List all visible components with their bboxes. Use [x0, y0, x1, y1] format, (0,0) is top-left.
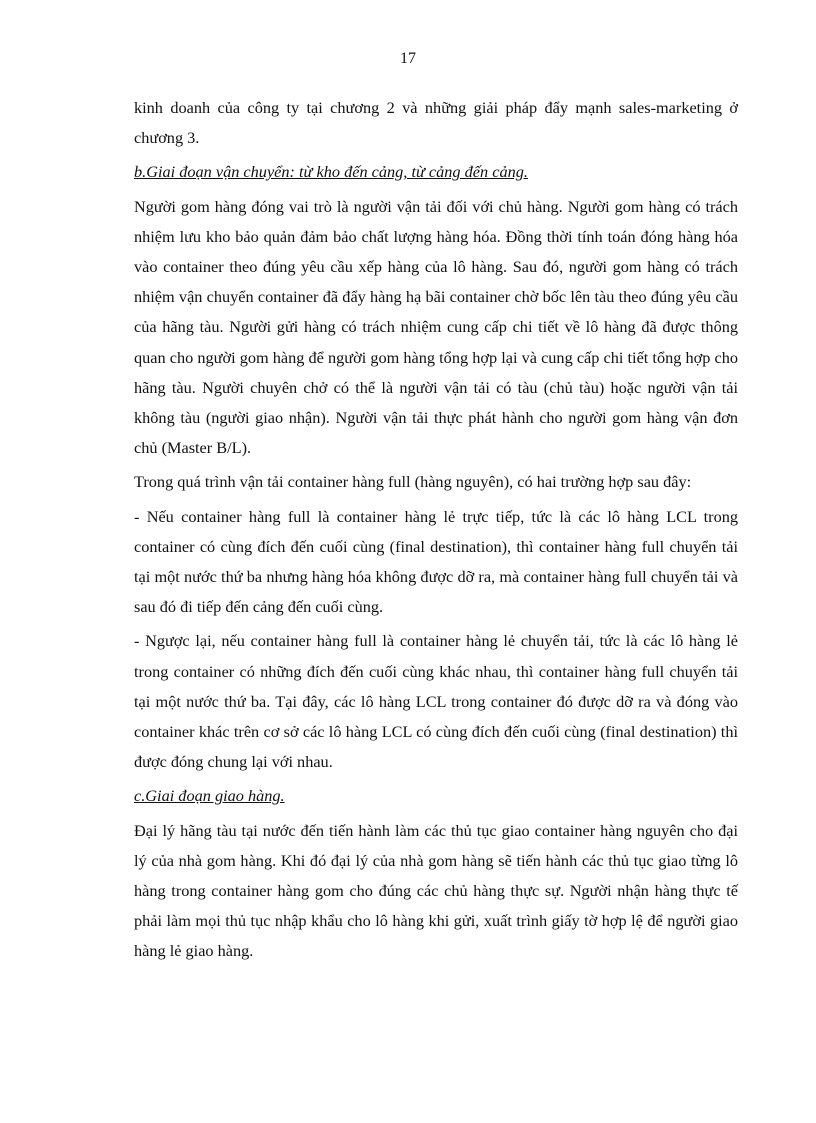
section-heading-delivery-stage: c.Giai đoạn giao hàng. — [134, 786, 285, 806]
paragraph-intro-continuation: kinh doanh của công ty tại chương 2 và những giải pháp đẩy mạnh sales-marketing ở chương 3. — [134, 98, 738, 148]
paragraph-case-direct: - Nếu container hàng full là container hàng lẻ trực tiếp, tức là các lô hàng LCL trong container có cùng đích đến cuối cùng (final destination), thì container hàng full chuyển tải tại một nước thứ ba nhưng hàng hóa không được dỡ ra, mà container hàng full chuyển tải và sau đó đi tiếp đến cảng đến cuối cùng. — [134, 506, 738, 617]
paragraph-consolidator-role: Người gom hàng đóng vai trò là người vận tải đối với chủ hàng. Người gom hàng có trách nhiệm lưu kho bảo quản đảm bảo chất lượng hàng hóa. Đồng thời tính toán đóng hàng hóa vào container theo đúng yêu cầu xếp hàng của lô hàng. Sau đó, người gom hàng có trách nhiệm vận chuyển container đã đẩy hàng hạ bãi container chờ bốc lên tàu theo đúng yêu cầu của hãng tàu. Người gửi hàng có trách nhiệm cung cấp chi tiết về lô hàng đã được thông quan cho người gom hàng để người gom hàng tổng hợp lại và cung cấp chi tiết tổng hợp cho hãng tàu. Người chuyên chở có thể là người vận tải có tàu (chủ tàu) hoặc người vận tải không tàu (người giao nhận). Người vận tải thực phát hành cho người gom hàng vận đơn chủ (Master B/L). — [134, 196, 738, 458]
paragraph-delivery: Đại lý hãng tàu tại nước đến tiến hành làm các thủ tục giao container hàng nguyên cho đại lý của nhà gom hàng. Khi đó đại lý của nhà gom hàng sẽ tiến hành các thủ tục giao từng lô hàng trong container hàng gom cho đúng các chủ hàng thực sự. Người nhận hàng thực tế phải làm mọi thủ tục nhập khẩu cho lô hàng khi gửi, xuất trình giấy tờ hợp lệ để người giao hàng lẻ giao hàng. — [134, 820, 738, 961]
paragraph-full-container-cases: Trong quá trình vận tải container hàng full (hàng nguyên), có hai trường hợp sau đây: — [134, 472, 692, 492]
section-heading-transport-stage: b.Giai đoạn vận chuyển: từ kho đến cảng, từ cảng đến cảng. — [134, 162, 528, 182]
paragraph-case-transshipment: - Ngược lại, nếu container hàng full là container hàng lẻ chuyển tải, tức là các lô hàng lẻ trong container có những đích đến cuối cùng khác nhau, thì container hàng full chuyển tải tại một nước thứ ba. Tại đây, các lô hàng LCL trong container đó được dỡ ra và đóng vào container khác trên cơ sở các lô hàng LCL có cùng đích đến cuối cùng (final destination) thì được đóng chung lại với nhau. — [134, 631, 738, 772]
document-body — [134, 93, 738, 971]
page-number: 17 — [400, 50, 416, 67]
